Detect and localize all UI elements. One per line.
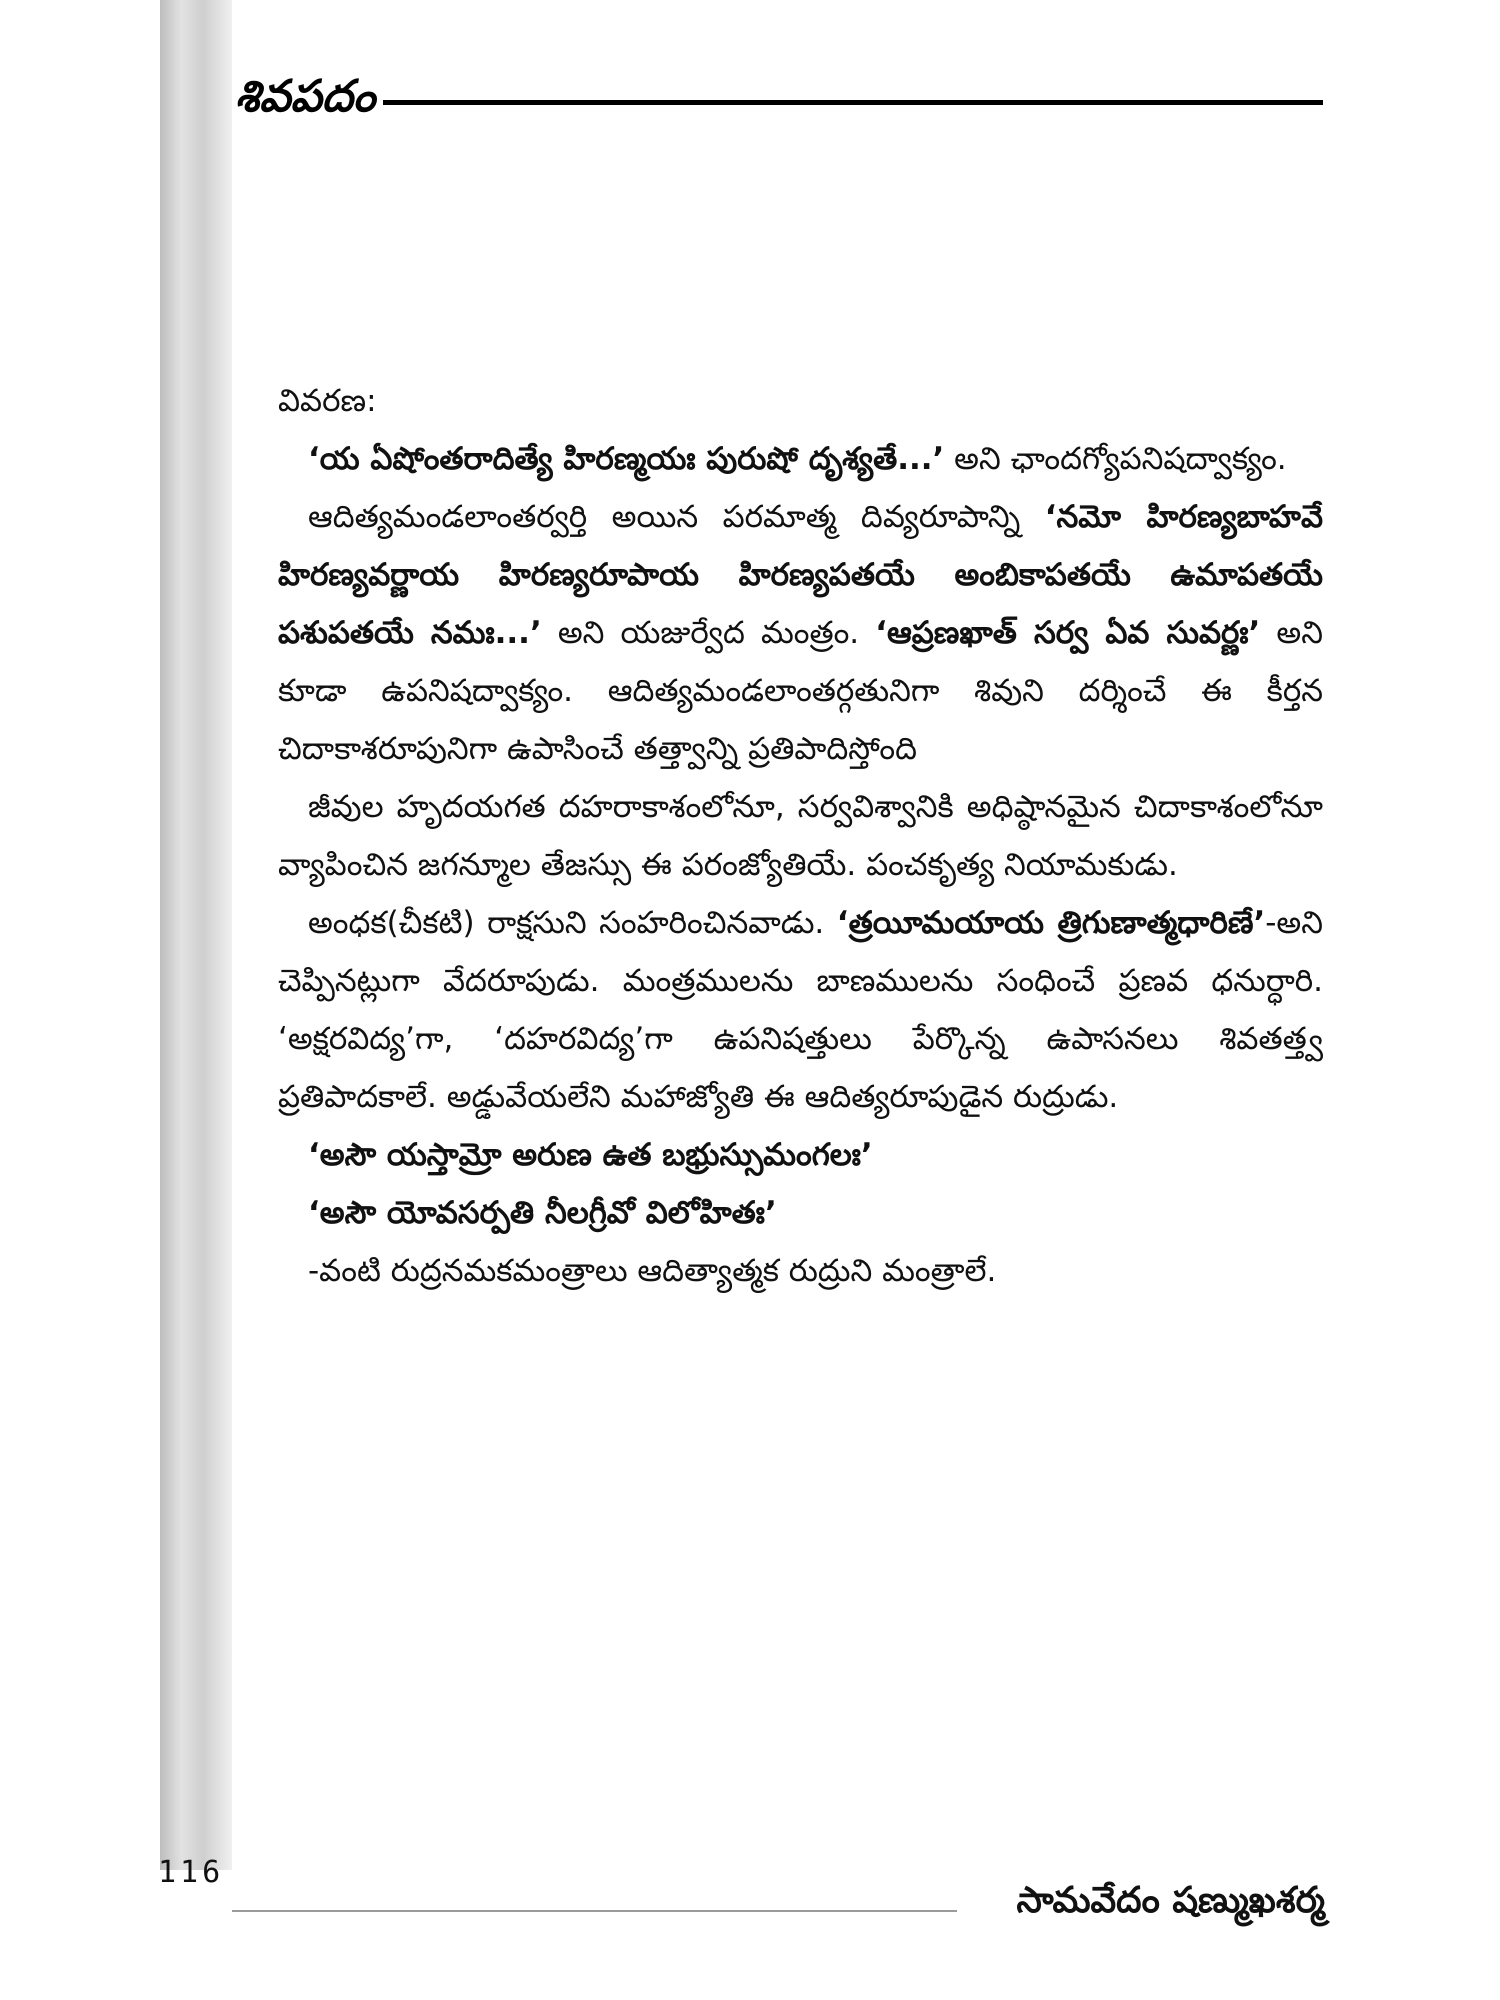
mantra-line-2: ‘అసౌ యోవసర్పతి నీలగ్రీవో విలోహితః’ [308, 1195, 777, 1231]
paragraph-4 [278, 894, 1323, 1126]
paragraph-1-text: అని ఛాందగ్యోపనిషద్వాక్యం. [944, 441, 1287, 477]
footer-author: సామవేదం షణ్ముఖశర్మ [1016, 1880, 1325, 1921]
header-rule [383, 100, 1323, 105]
paragraph-2-mid: అని యజుర్వేద మంత్రం. [541, 615, 876, 651]
paragraph-3: జీవుల హృదయగత దహరాకాశంలోనూ, సర్వవిశ్వానికి అధిష్ఠానమైన చిదాకాశంలోనూ వ్యాపించిన జగన్మూల తేజస్సు ఈ పరంజ్యోతియే. పంచకృత్య నియామకుడు. [278, 789, 1323, 883]
page-body [278, 372, 1323, 1300]
running-header [235, 62, 1323, 142]
header-title: శివపదం [235, 71, 376, 122]
paragraph-2-lead: ఆదిత్యమండలాంతర్వర్తి అయిన పరమాత్మ దివ్యరూపాన్ని [308, 499, 1045, 535]
paragraph-1 [278, 430, 1323, 488]
quote-upanishad: ‘ఆప్రణఖాత్ సర్వ ఏవ సువర్ణః’ [875, 615, 1261, 651]
section-heading: వివరణ: [278, 383, 377, 419]
paragraph-2-rest: అని కూడా ఉపనిషద్వాక్యం. ఆదిత్యమండలాంతర్గతునిగా శివుని దర్శించే ఈ కీర్తన చిదాకాశరూపునిగా ఉపాసించే తత్త్వాన్ని ప్రతిపాదిస్తోంది [278, 615, 1323, 767]
quote-yajurveda: ‘నమో హిరణ్యబాహవే హిరణ్యవర్ణాయ హిరణ్యరూపాయ హిరణ్యపతయే అంబికాపతయే ఉమాపతయే పశుపతయే నమః...’ [278, 499, 1323, 651]
quote-chandogya: ‘య ఏషోంతరాదిత్యే హిరణ్మయః పురుషో దృశ్యతే...’ [308, 441, 945, 477]
footer-rule [232, 1910, 957, 1912]
closing-line: -వంటి రుద్రనమకమంత్రాలు ఆదిత్యాత్మక రుద్రుని మంత్రాలే. [308, 1253, 997, 1289]
mantra-line-1: ‘అసౌ యస్తామ్రో అరుణ ఉత బభ్రుస్సుమంగలః’ [308, 1137, 873, 1173]
paragraph-2 [278, 488, 1323, 778]
paragraph-4-rest: -అని చెప్పినట్లుగా వేదరూపుడు. మంత్రములను బాణములను సంధించే ప్రణవ ధనుర్ధారి. ‘అక్షరవిద్య’గా, ‘దహరవిద్య’గా ఉపనిషత్తులు పేర్కొన్న ఉపాసనలు శివతత్త్వ ప్రతిపాదకాలే. అడ్డువేయలేని మహాజ్యోతి ఈ ఆదిత్యరూపుడైన రుద్రుడు. [278, 905, 1323, 1115]
page-number: 116 [158, 1855, 225, 1890]
paragraph-4-lead: అంధక(చీకటి) రాక్షసుని సంహరించినవాడు. [308, 905, 837, 941]
binding-shadow [160, 0, 232, 1870]
quote-trayimaya: ‘త్రయీమయాయ త్రిగుణాత్మధారిణే’ [836, 905, 1266, 941]
